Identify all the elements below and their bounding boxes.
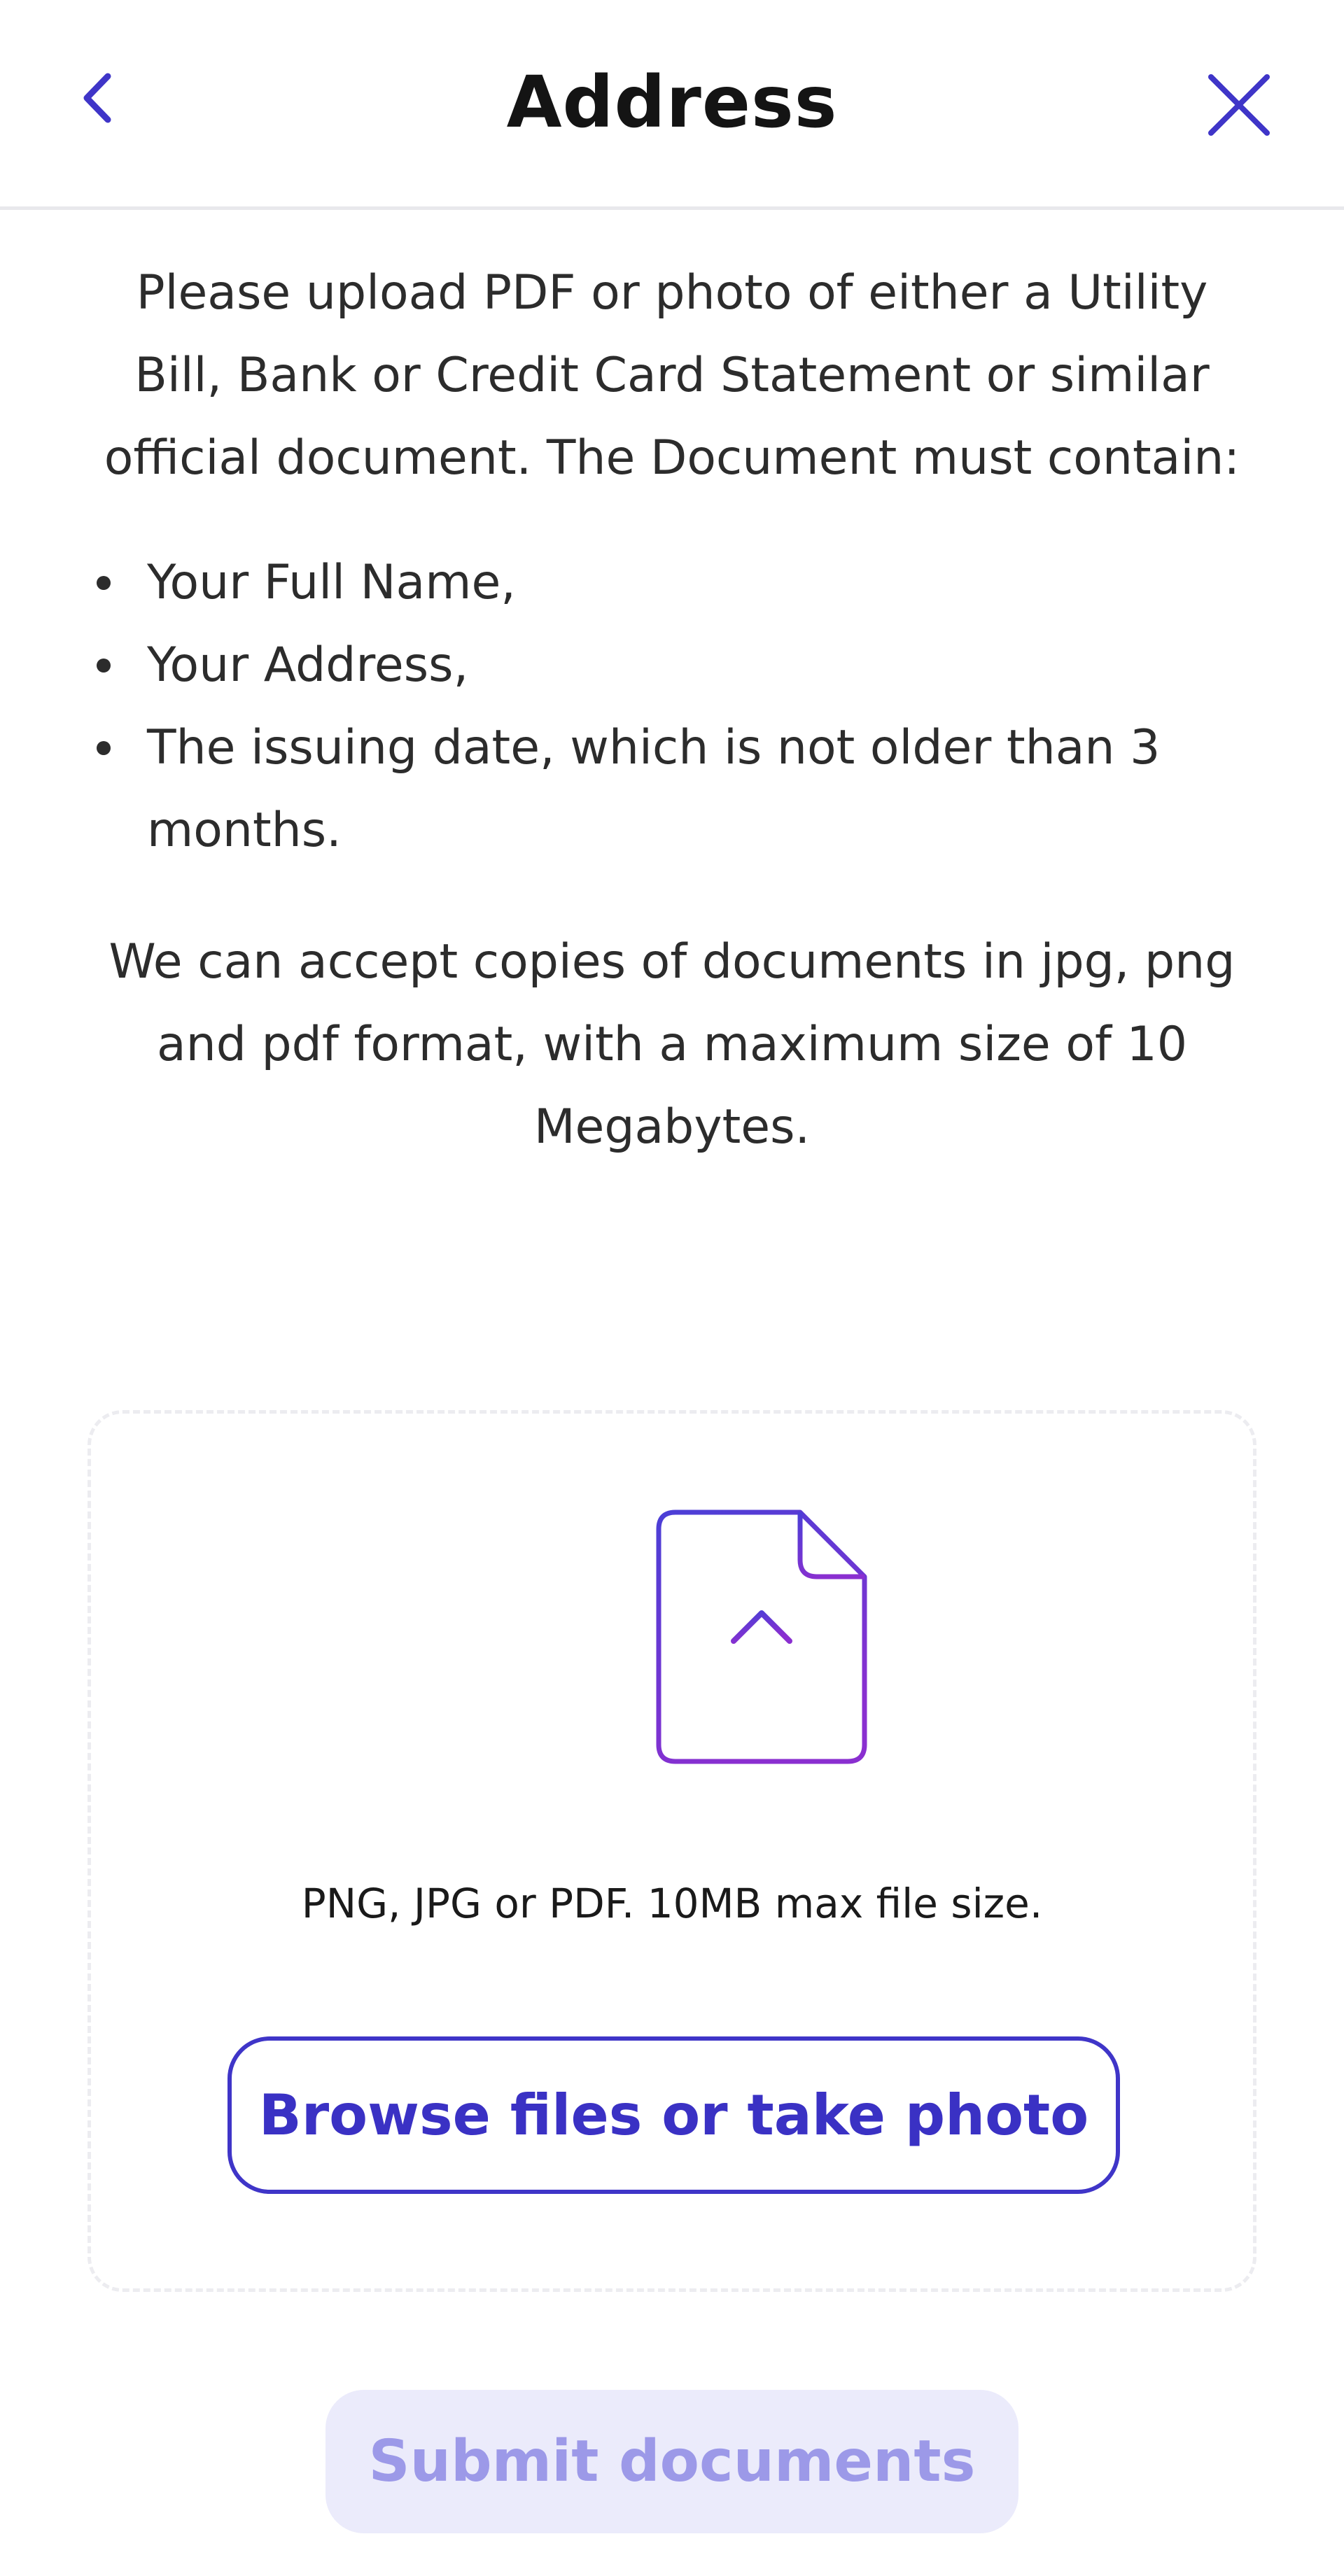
browse-files-button[interactable]: Browse files or take photo: [227, 2036, 1120, 2194]
document-upload-icon: [654, 1508, 872, 1767]
close-button[interactable]: [1194, 59, 1284, 150]
requirement-text: Your Full Name,: [147, 555, 516, 610]
requirement-text: Your Address,: [147, 638, 469, 693]
header-bar: [0, 0, 1344, 210]
instructions: [91, 252, 1253, 1169]
submit-documents-button[interactable]: Submit documents: [326, 2390, 1018, 2533]
file-requirements-hint: PNG, JPG or PDF. 10MB max file size.: [301, 1880, 1043, 1927]
accepted-formats-note: We can accept copies of documents in jpg, png and pdf format, with a maximum size of 10 Megabytes.: [108, 934, 1236, 1155]
requirements-list: [91, 542, 1253, 872]
page-title: Address: [506, 61, 838, 144]
upload-dropzone[interactable]: [88, 1410, 1256, 2292]
bullet-icon: [97, 741, 111, 755]
bullet-icon: [97, 659, 111, 673]
bullet-icon: [97, 576, 111, 590]
intro-text: Please upload PDF or photo of either a Utility Bill, Bank or Credit Card Statement or similar official document. The Document must contain:: [104, 265, 1240, 486]
list-item: [91, 542, 1253, 624]
close-icon: [1204, 70, 1274, 140]
list-item: [91, 707, 1253, 872]
list-item: [91, 624, 1253, 707]
requirement-text: The issuing date, which is not older than 3 months.: [147, 720, 1161, 858]
